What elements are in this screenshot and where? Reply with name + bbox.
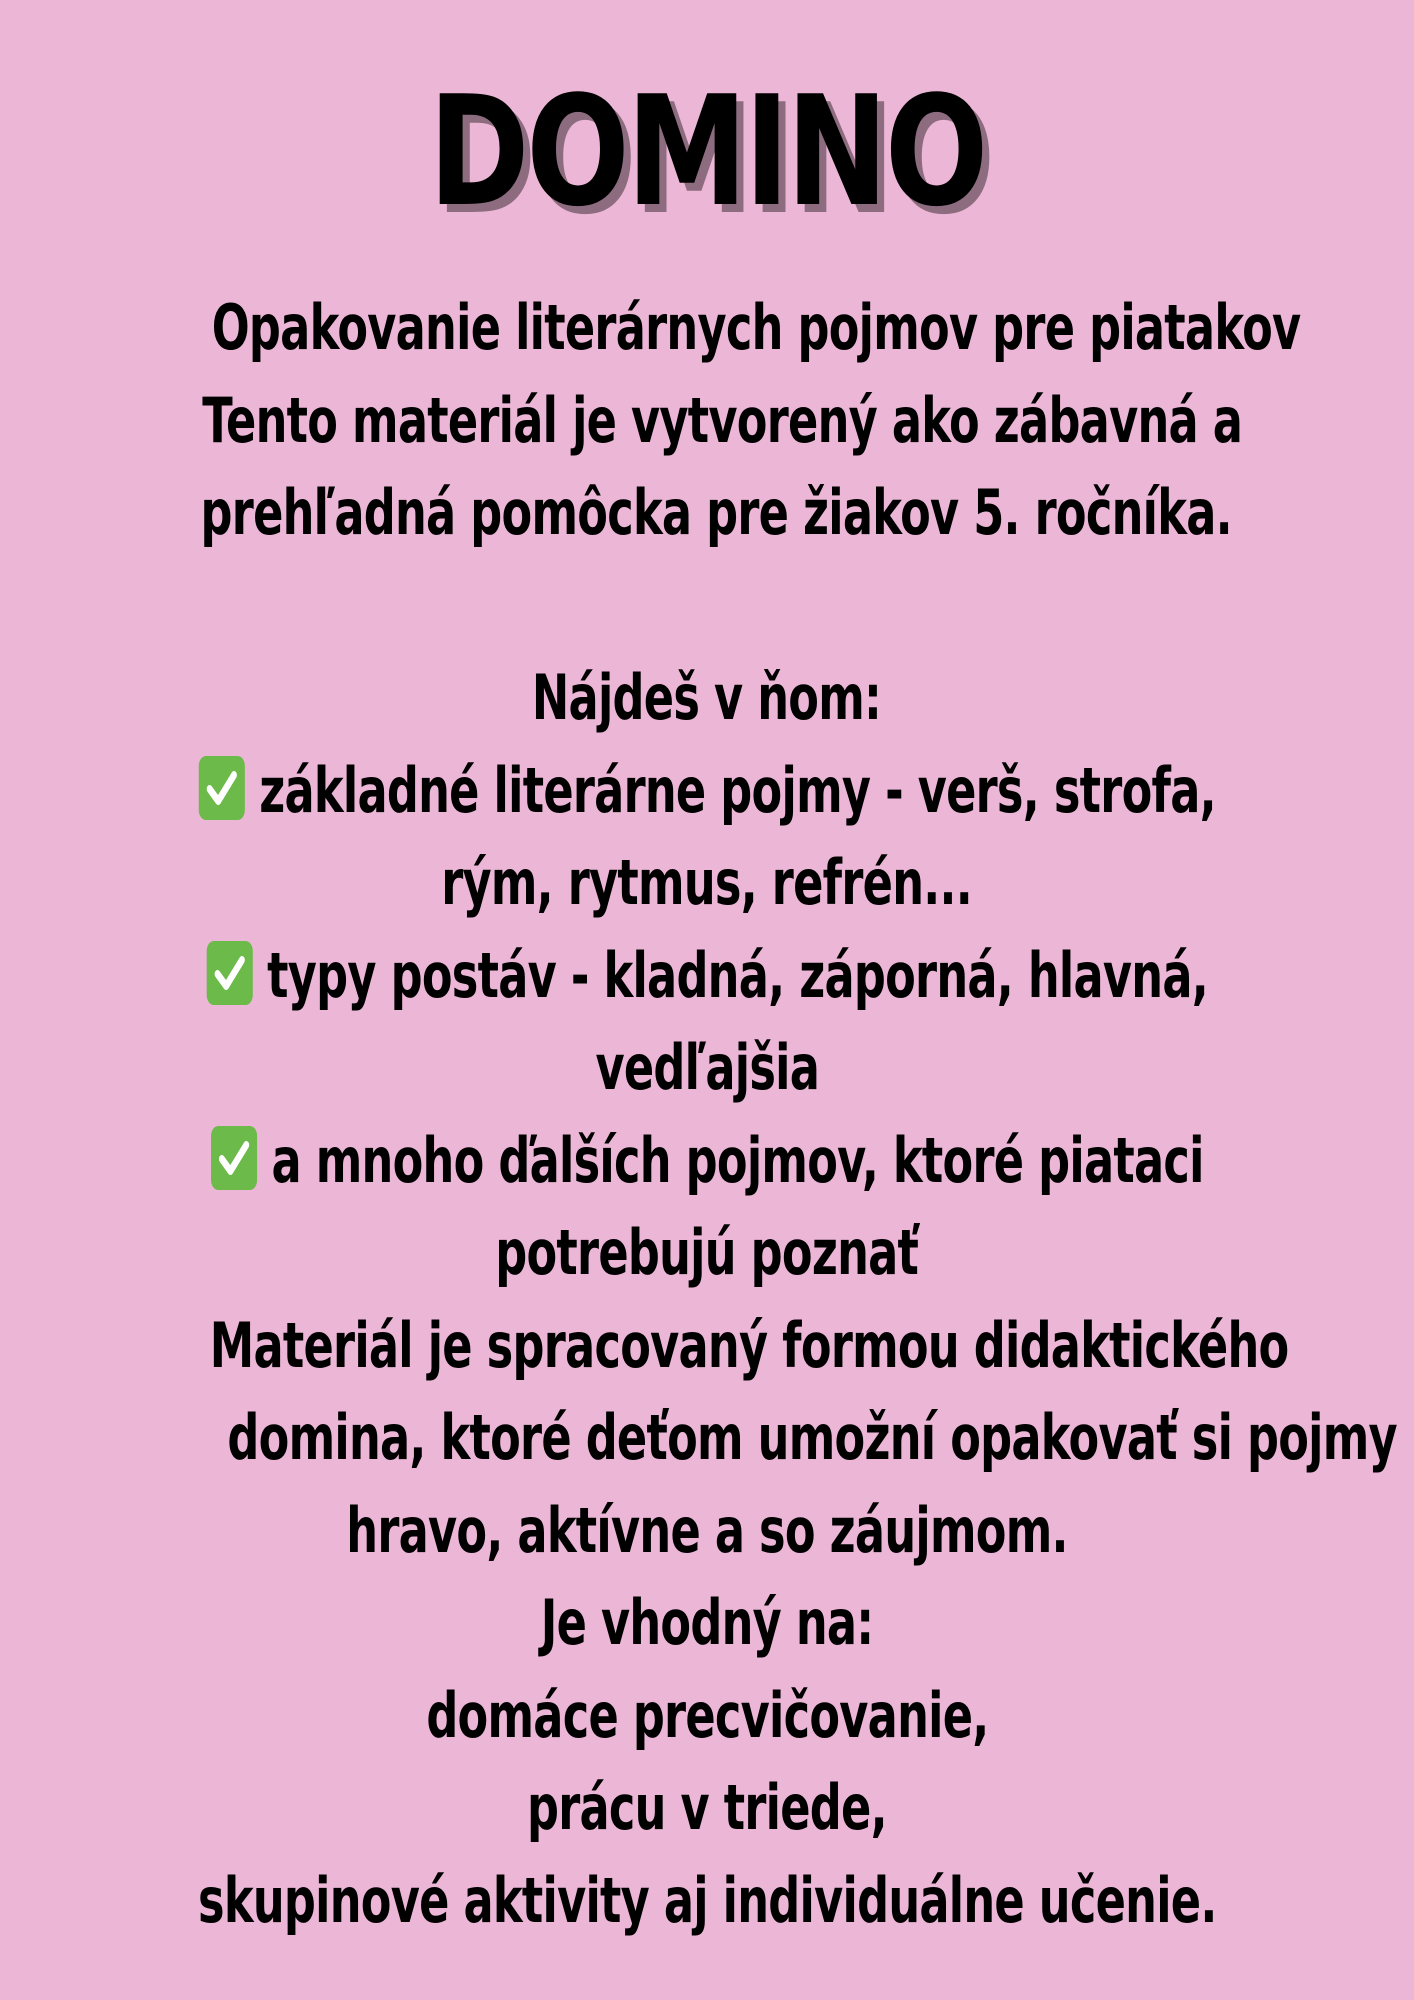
suitable-heading: Je vhodný na:: [540, 1586, 874, 1659]
check-mark-icon: [198, 756, 244, 820]
check-item-3-line-1: a mnoho ďalších pojmov, ktoré piataci: [0, 1115, 1414, 1207]
check-mark-icon: [206, 941, 252, 1005]
description-line-1: Materiál je spracovaný formou didaktického: [209, 1309, 1289, 1382]
page-title: DOMINO: [428, 63, 986, 240]
check-item-3-line-2: potrebujú poznať: [495, 1216, 919, 1289]
check-item-2-line-2: vedľajšia: [595, 1031, 819, 1104]
check-item-1-line-1: základné literárne pojmy - verš, strofa,: [0, 745, 1414, 837]
suitable-item-2: prácu v triede,: [527, 1771, 887, 1844]
check-item-1-line-2: rým, rytmus, refrén...: [441, 846, 973, 919]
suitable-item-1: domáce precvičovanie,: [425, 1679, 989, 1752]
suitable-item-3: skupinové aktivity aj individuálne učenie.: [198, 1864, 1217, 1937]
intro-line-2: Tento materiál je vytvorený ako zábavná a: [202, 384, 1243, 457]
intro-line-3: prehľadná pomôcka pre žiakov 5. ročníka.: [200, 476, 1232, 549]
intro-line-1: Opakovanie literárnych pojmov pre piatakov: [211, 291, 1301, 364]
description-line-2: domina, ktoré deťom umožní opakovať si pojmy: [227, 1401, 1397, 1474]
check-item-2-line-1: typy postáv - kladná, záporná, hlavná,: [0, 930, 1414, 1022]
check-mark-icon: [211, 1126, 257, 1190]
find-heading: Nájdeš v ňom:: [532, 661, 882, 734]
title-container: [0, 52, 1414, 252]
description-line-3: hravo, aktívne a so záujmom.: [346, 1494, 1068, 1567]
